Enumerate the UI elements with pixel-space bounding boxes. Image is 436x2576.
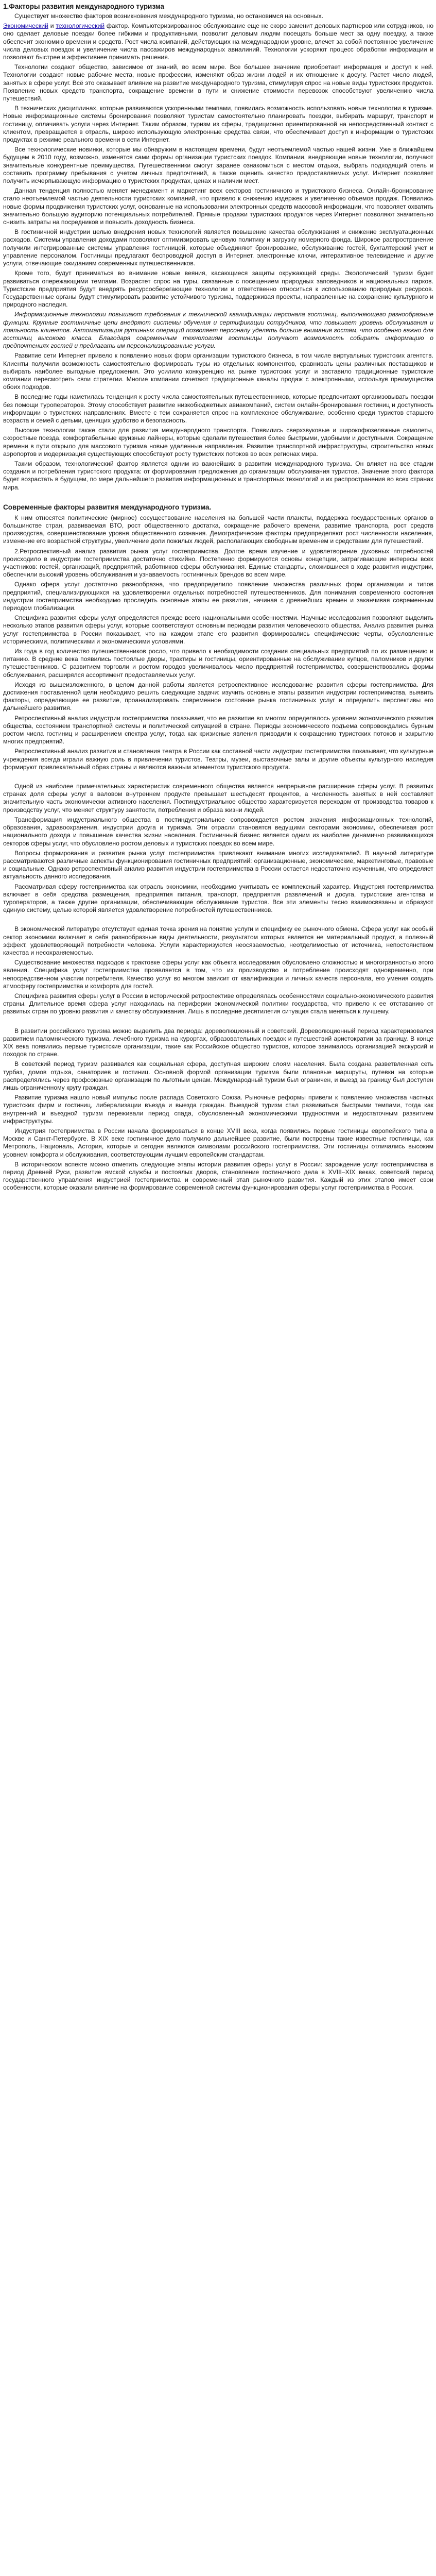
section-2: [3, 514, 433, 771]
paragraph: Развитие туризма нашло новый импульс после распада Советского Союза. Рыночные реформы привели к появлению множества частных туристских фирм и гостиниц, либерализации въезда и выезда граждан. Выездной туризм стал развиваться быстрыми темпами, тогда как внутренний и въездной туризм переживали период спада, обусловленный экономическими трудностями и недостаточным развитием инфраструктуры.: [3, 1094, 433, 1125]
paragraph: Специфика развития сферы услуг определяется прежде всего национальными особенностями. Научные исследования позволяют выделить несколько этапов развития сферы услуг, которые соответствуют основным периодам развития человеческого общества. Анализ развития рынка услуг гостеприимства в России показывает, что на каждом этапе его развития формировались специфические черты, обусловленные историческими, политическими и экономическими условиями.: [3, 614, 433, 645]
section-heading: Современные факторы развития международного туризма.: [3, 503, 212, 511]
paragraph: [3, 311, 433, 350]
paragraph: Из года в год количество путешественников росло, что привело к необходимости создания специальных предприятий по их размещению и питанию. В средние века появились постоялые дворы, трактиры и гостиницы, ориентированные на обслуживание купцов, паломников и других путешественников. С развитием торговли и ростом городов увеличивалось число предприятий гостеприимства, совершенствовались формы обслуживания, расширялся ассортимент предоставляемых услуг.: [3, 648, 433, 679]
paragraph: Ретроспективный анализ индустрии гостеприимства показывает, что ее развитие во многом определялось уровнем экономического развития общества, состоянием транспортной системы и политической ситуацией в стране. Периоды экономического подъема сопровождались бурным ростом числа гостиниц и расширением спектра услуг, тогда как кризисные явления приводили к сокращению туристских потоков и закрытию многих предприятий.: [3, 714, 433, 745]
paragraph: К ним относятся политические (мирное) сосуществование населения на большей части планеты, поддержка государственных органов в большинстве стран, развиваемая ВТО, рост общественного достатка, сокращение рабочего времени, развитие транспорта, рост средств производства, совершенствование уровня общественного сознания. Демографические факторы предопределяют рост численности населения, изменение его возрастной структуры, увеличение доли пожилых людей, располагающих свободным временем и средствами для путешествий.: [3, 514, 433, 545]
paragraph-text-italic: Информационные технологии повышают требования к технической: [14, 311, 227, 318]
paragraph: В советский период туризм развивался как социальная сфера, доступная широким слоям населения. Была создана разветвленная сеть турбаз, домов отдыха, санаториев и гостиниц. Основной формой организации туризма были плановые маршруты, путевки на которые распределялись через профсоюзные организации по льготным ценам. Международный туризм был ограничен, и выезд за границу был доступен лишь ограниченному кругу граждан.: [3, 1060, 433, 1091]
paragraph: Одной из наиболее примечательных характеристик современного общества является непрерывное расширение сферы услуг. В развитых странах доля сферы услуг в валовом внутреннем продукте превышает шестьдесят процентов, а численность занятых в ней составляет значительную часть экономически активного населения. Постиндустриальное общество характеризуется переходом от производства товаров к производству услуг, что меняет структуру занятости, потребления и образа жизни людей.: [3, 783, 433, 814]
paragraph: Индустрия гостеприимства в России начала формироваться в конце XVIII века, когда появились первые гостиницы европейского типа в Москве и Санкт-Петербурге. В XIX веке гостиничное дело получило дальнейшее развитие, были построены такие известные гостиницы, как Метрополь, Националь, Астория, которые и сегодня являются символами российского гостеприимства. Эти гостиницы отличались высоким уровнем комфорта и обслуживания, соответствующим лучшим европейским стандартам.: [3, 1127, 433, 1158]
paragraph: В экономической литературе отсутствует единая точка зрения на понятие услуги и специфику ее рыночного обмена. Сфера услуг как особый сектор экономики включает в себя разнообразные виды деятельности, результатом которых является не материальный продукт, а полезный эффект, удовлетворяющий потребности человека. Услуги характеризуются неосязаемостью, неотделимостью от источника, непостоянством качества и несохраняемостью.: [3, 925, 433, 956]
section-5: [3, 1027, 433, 1192]
paragraph: В гостиничной индустрии целью внедрения новых технологий является повышение качества обслуживания и снижение эксплуатационных расходов. Системы управления доходами позволяют оптимизировать ценовую политику и загрузку номерного фонда. Широкое распространение получили интегрированные системы управления гостиницей, которые объединяют бронирование, обслуживание гостей, бухгалтерский учет и управление персоналом. Гостиницы предлагают беспроводной доступ в Интернет, электронные ключи, интерактивное телевидение и другие услуги, отвечающие ожиданиям современных путешественников.: [3, 228, 433, 267]
paragraph: Кроме того, будут приниматься во внимание новые веяния, касающиеся защиты окружающей среды. Экологический туризм будет развиваться опережающими темпами. Возрастет спрос на туры, связанные с посещением природных заповедников и национальных парков. Туристские предприятия будут внедрять ресурсосберегающие технологии и ответственно относиться к использованию природных ресурсов. Государственные органы будут стимулировать развитие устойчивого туризма, поддерживая проекты, направленные на сохранение культурного и природного наследия.: [3, 269, 433, 309]
paragraph: Развитие сети Интернет привело к появлению новых форм организации туристского бизнеса, в том числе виртуальных туристских агентств. Клиенты получили возможность самостоятельно формировать туры из отдельных компонентов, сравнивать цены различных поставщиков и выбирать наиболее выгодные предложения. Это усилило конкуренцию на рынке туристских услуг и заставило традиционные туристские компании пересмотреть свои стратегии. Многие компании сочетают традиционные каналы продаж с электронными, используя преимущества обоих подходов.: [3, 352, 433, 391]
paragraph: В развитии российского туризма можно выделить два периода: дореволюционный и советский. Дореволюционный период характеризовался развитием паломнического туризма, лечебного туризма на курортах, образовательных поездок и путешествий аристократии за границу. В конце XIX века появились первые туристские организации, такие как Российское общество туристов, которое занималось организацией экскурсий и походов по стране.: [3, 1027, 433, 1058]
paragraph: Исходя из вышеизложенного, в целом данной работы является ретроспективное исследование развития сферы гостеприимства. Для достижения поставленной цели необходимо решить следующие задачи: изучить основные этапы развития индустрии гостеприимства, выявить факторы, определяющие ее развитие, проанализировать современное состояние рынка гостиничных услуг и определить перспективы его дальнейшего развития.: [3, 681, 433, 712]
paragraph-text: Существует множество факторов возникновения международного туризма, но остановимся на основных.: [14, 12, 323, 20]
document: [0, 0, 436, 1192]
paragraph: Существование множества подходов к трактовке сферы услуг как объекта исследования обусловлено сложностью и многогранностью этого явления. Специфика услуг гостеприимства проявляется в том, что их производство и потребление происходят одновременно, при непосредственном участии потребителя. Качество услуг во многом зависит от квалификации и личных качеств персонала, его умения создать атмосферу гостеприимства и комфорта для гостей.: [3, 959, 433, 990]
paragraph: Таким образом, технологический фактор является одним из важнейших в развитии международного туризма. Он влияет на все стадии создания и потребления туристского продукта: от формирования предложения до организации обслуживания туристов. Значение этого фактора будет возрастать в будущем, по мере дальнейшего развития информационных и транспортных технологий и их распространения во всех странах мира.: [3, 460, 433, 491]
section-4: [3, 925, 433, 1015]
paragraph: [3, 12, 433, 20]
paragraph: Высокие технологии также стали для развития международного транспорта. Появились сверхзвуковые и широкофюзеляжные самолеты, скоростные поезда, комфортабельные круизные лайнеры, которые сделали путешествия более быстрыми, удобными и доступными. Сокращение времени в пути открыло для массового туризма новые удаленные направления. Развитие транспортной инфраструктуры, строительство новых аэропортов и модернизация существующих способствуют росту туристских потоков во всех регионах мира.: [3, 427, 433, 457]
intro-section: [3, 12, 433, 492]
paragraph: В историческом аспекте можно отметить следующие этапы истории развития сферы услуг в России: зарождение услуг гостеприимства в период Древней Руси, развитие ямской службы и постоялых дворов, становление гостиничного дела в XVIII–XIX веках, советский период государственного управления индустрией гостеприимства и современный этап рыночного развития. Каждый из этих этапов имеет свои особенности, которые оказали влияние на формирование современной системы функционирования сферы услуг гостеприимства в России.: [3, 1160, 433, 1192]
paragraph-text-italic: квалификации персонала гостиниц, выполняющего разнообразные функции. Крупные гостиничные цепи внедряют системы обучения и сертификации сотрудников, что повышает уровень обслуживания и лояльность клиентов. Автоматизация рутинных операций позволяет персоналу уделять больше внимания гостям, что особенно важно для гостиниц высокого класса. Благодаря современным технологиям гостиницы получают возможность собирать информацию о предпочтениях гостей и предлагать им персонализированные услуги.: [3, 311, 433, 350]
paragraph: 2.Ретроспективный анализ развития рынка услуг гостеприимства. Долгое время изучение и удовлетворение духовных потребностей происходило в индустрии гостеприимства достаточно стихийно. Постепенно формируются основы концепции, затрагивающие интересы всех участников: гостей, организаций, предприятий, работников сферы обслуживания. Единые стандарты, сложившиеся в ходе развития индустрии, обеспечили высокий уровень обслуживания и узнаваемость гостиничных брендов во всем мире.: [3, 547, 433, 579]
paragraph: В последние годы наметилась тенденция к росту числа самостоятельных путешественников, которые предпочитают организовывать поездки без помощи туроператоров. Этому способствует развитие низкобюджетных авиакомпаний, систем онлайн-бронирования гостиниц и доступность информации о туристских направлениях. Вместе с тем сохраняется спрос на комплексное обслуживание, особенно среди туристов старшего возраста и семей с детьми, ценящих удобство и безопасность.: [3, 393, 433, 424]
paragraph: Технологии создают общество, зависимое от знаний, во всем мире. Все большее значение приобретает информация и доступ к ней. Технологии создают новые рабочие места, новые профессии, изменяют образ жизни людей и их отношение к досугу. Растет число людей, занятых в сфере услуг. Всё это оказывает влияние на развитие международного туризма, стимулируя спрос на новые виды туристских продуктов. Появление новых средств транспорта, сокращение времени в пути и снижение стоимости перевозок способствуют увеличению числа путешествий.: [3, 63, 433, 103]
economic-link[interactable]: Экономический: [3, 22, 48, 30]
paragraph-text: фактор. Компьютеризированное обслуживание еще не скоро заменит деловых партнеров или сотрудников, но оно сделает деловые поездки более гибкими и продуктивными, позволит деловым людям посещать больше мест за одну поездку, а также обеспечит экономию времени и средств. Рост числа компаний, действующих на международном уровне, влечет за собой постоянное увеличение числа деловых поездок и увеличение числа пассажиров международных авиалиний. Технологии ускоряют процесс обработки информации и позволяют быстрее и эффективнее принимать решения.: [3, 22, 433, 61]
paragraph: В технических дисциплинах, которые развиваются ускоренными темпами, появилась возможность использовать новые технологии в туризме. Новые информационные системы бронирования позволяют туристам самостоятельно планировать поездки, выбирать маршрут, транспорт и гостиницу, оплачивать услуги через Интернет. Таким образом, туризм из сферы, традиционно ориентированной на непосредственный контакт с клиентом, превращается в отрасль, широко использующую электронные средства связи, что обеспечивает доступ к информации о туристских продуктах в режиме реального времени в сети Интернет.: [3, 105, 433, 144]
paragraph: Все технологические новинки, которые мы обнаружим в настоящем времени, будут неотъемлемой частью нашей жизни. Уже в ближайшем будущем в 2010 году, возможно, изменятся сами формы организации туристских поездок. Компании, внедряющие новые технологии, получают значительные конкурентные преимущества. Путешественники смогут заранее ознакомиться с местом отдыха, выбрать подходящий отель и составить программу пребывания с учетом личных предпочтений, а также оценить качество предоставляемых услуг. Интернет позволяет получить исчерпывающую информацию о туристских продуктах, ценах и наличии мест.: [3, 146, 433, 185]
paragraph: Однако сфера услуг достаточно разнообразна, что предопределило появление множества различных форм организации и типов предприятий, специализирующихся на удовлетворении отдельных потребностей путешественников. Для понимания современного состояния индустрии гостеприимства необходимо проследить основные этапы ее развития, начиная с древнейших времен и заканчивая современным периодом глобализации.: [3, 581, 433, 612]
technological-link[interactable]: технологический: [56, 22, 105, 30]
paragraph: Рассматривая сферу гостеприимства как отрасль экономики, необходимо учитывать ее комплексный характер. Индустрия гостеприимства включает в себя средства размещения, предприятия питания, транспорт, предприятия развлечений и досуга, туристские агентства и туроператоров, а также другие организации, обеспечивающие обслуживание туристов. Все эти элементы тесно взаимосвязаны и образуют единую систему, целью которой является удовлетворение потребностей путешественников.: [3, 883, 433, 914]
paragraph-text: и: [48, 22, 56, 30]
paragraph: Вопросы формирования и развития рынка услуг гостеприимства привлекают внимание многих исследователей. В научной литературе рассматриваются различные аспекты функционирования гостиничных предприятий: организационные, экономические, маркетинговые, правовые и социальные. Однако ретроспективный анализ развития индустрии гостеприимства в России остается недостаточно изученным, что определяет актуальность данного исследования.: [3, 849, 433, 880]
paragraph: [3, 22, 433, 61]
paragraph: Трансформация индустриального общества в постиндустриальное сопровождается ростом значения информационных технологий, образования, здравоохранения, индустрии досуга и туризма. Эти отрасли становятся ведущими секторами экономики, обеспечивая рост национального дохода и повышение качества жизни населения. Гостиничный бизнес является одним из наиболее динамично развивающихся секторов сферы услуг, что обусловлено ростом деловых и туристских поездок во всем мире.: [3, 816, 433, 847]
paragraph: Специфика развития сферы услуг в России в исторической ретроспективе определялась особенностями социально-экономического развития страны. Длительное время сфера услуг находилась на периферии экономической политики государства, что привело к ее отставанию от развитых стран по уровню развития и качеству обслуживания. Лишь в последние десятилетия ситуация стала меняться к лучшему.: [3, 992, 433, 1015]
paragraph: Ретроспективный анализ развития и становления театра в России как составной части индустрии гостеприимства показывает, что культурные учреждения всегда играли важную роль в привлечении туристов. Театры, музеи, выставочные залы и другие объекты культурного наследия формируют привлекательный образ страны и являются важным элементом туристского продукта.: [3, 748, 433, 771]
section-3: [3, 783, 433, 914]
page-title: 1.Факторы развития международного туризма: [3, 3, 165, 10]
paragraph: Данная тенденция полностью меняет менеджмент и маркетинг всех секторов гостиничного и туристского бизнеса. Онлайн-бронирование стало неотъемлемой частью деятельности туристских компаний, что привело к снижению издержек и увеличению объемов продаж. Появились новые формы продвижения туристских услуг, основанные на использовании электронных средств массовой информации, что позволяет охватить значительно большую аудиторию потенциальных потребителей. Прямые продажи туристских продуктов через Интернет позволяют значительно снизить затраты на посредников и повысить доходность бизнеса.: [3, 187, 433, 226]
